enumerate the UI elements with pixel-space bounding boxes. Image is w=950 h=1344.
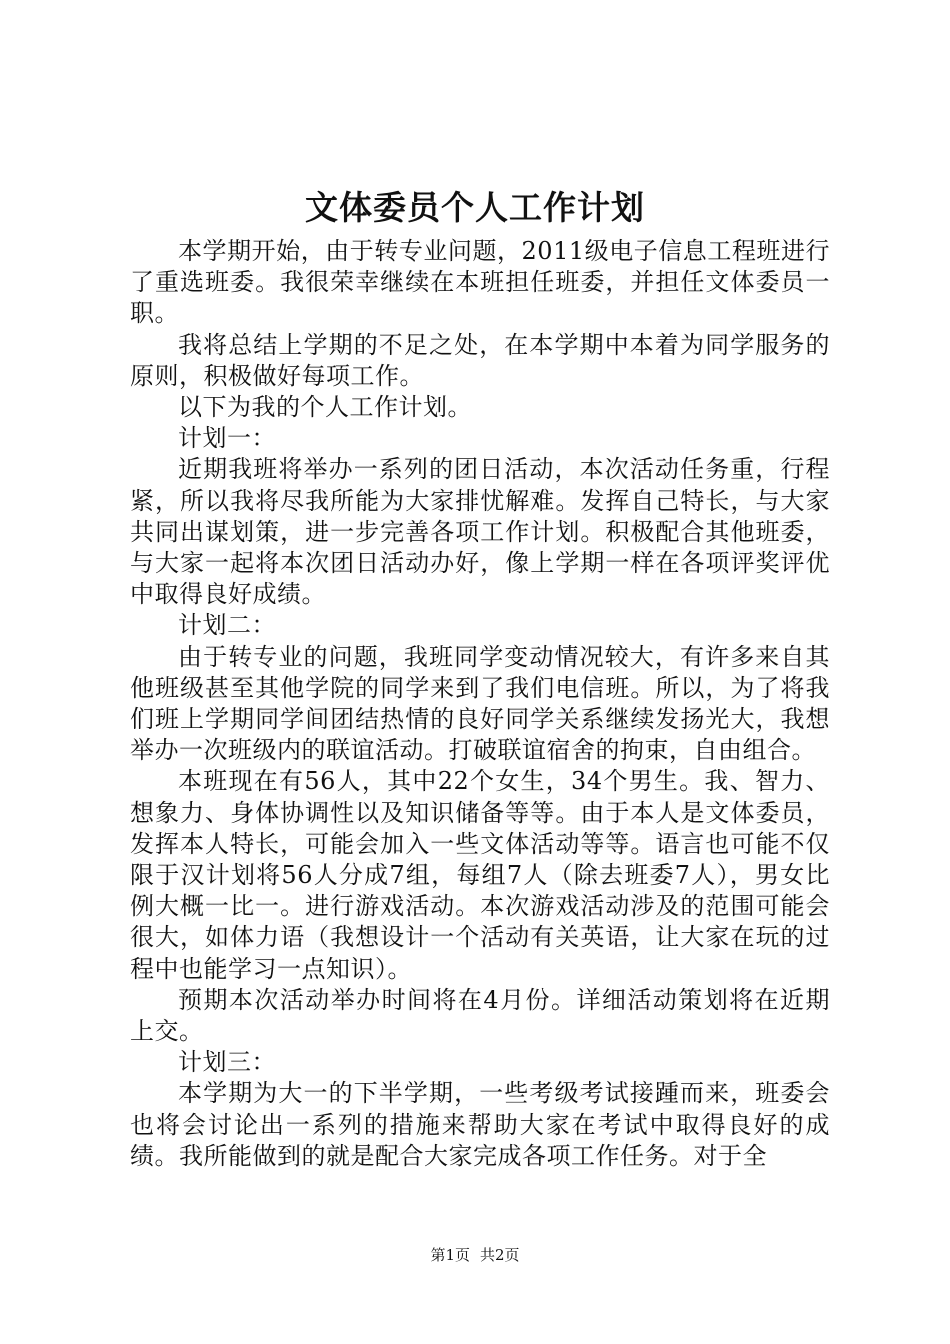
- page-number-current: 第1页: [430, 1246, 470, 1264]
- plan-two-schedule: 预期本次活动举办时间将在4月份。详细活动策划将在近期上交。: [130, 985, 830, 1046]
- paragraph-summary: 我将总结上学期的不足之处，在本学期中本着为同学服务的原则，积极做好每项工作。: [130, 330, 830, 390]
- plan-one-body: 近期我班将举办一系列的团日活动，本次活动任务重，行程紧，所以我将尽我所能为大家排忧解难。发挥自己特长，与大家共同出谋划策，进一步完善各项工作计划。积极配合其他班委，与大家一起将本次团日活动办好，像上学期一样在各项评奖评优中取得良好成绩。: [130, 455, 830, 609]
- plan-two-heading: 计划二：: [178, 611, 276, 640]
- plan-three-body: 本学期为大一的下半学期，一些考级考试接踵而来，班委会也将会讨论出一系列的措施来帮助大家在考试中取得良好的成绩。我所能做到的就是配合大家完成各项工作任务。对于全: [130, 1079, 830, 1170]
- plan-one-heading: 计划一：: [178, 424, 276, 453]
- plan-three-heading: 计划三：: [178, 1048, 276, 1077]
- plan-two-body: 由于转专业的问题，我班同学变动情况较大，有许多来自其他班级甚至其他学院的同学来到了我们电信班。所以，为了将我们班上学期同学间团结热情的良好同学关系继续发扬光大，我想举办一次班级内的联谊活动。打破联谊宿舍的拘束，自由组合。: [130, 642, 830, 765]
- page-footer: [0, 1245, 950, 1265]
- paragraph-plan-intro: 以下为我的个人工作计划。: [178, 393, 472, 422]
- page-number-total: 共2页: [480, 1246, 520, 1264]
- document-title: 文体委员个人工作计划: [305, 188, 645, 227]
- document-body: [130, 236, 830, 1172]
- paragraph-intro: 本学期开始，由于转专业问题，2011级电子信息工程班进行了重选班委。我很荣幸继续在本班担任班委，并担任文体委员一职。: [130, 237, 830, 328]
- plan-two-details: 本班现在有56人，其中22个女生，34个男生。我、智力、想象力、身体协调性以及知识储备等等。由于本人是文体委员，发挥本人特长，可能会加入一些文体活动等等。语言也可能不仅限于汉计划将56人分成7组，每组7人（除去班委7人），男女比例大概一比一。进行游戏活动。本次游戏活动涉及的范围可能会很大，如体力语（我想设计一个活动有关英语，让大家在玩的过程中也能学习一点知识）。: [130, 767, 830, 983]
